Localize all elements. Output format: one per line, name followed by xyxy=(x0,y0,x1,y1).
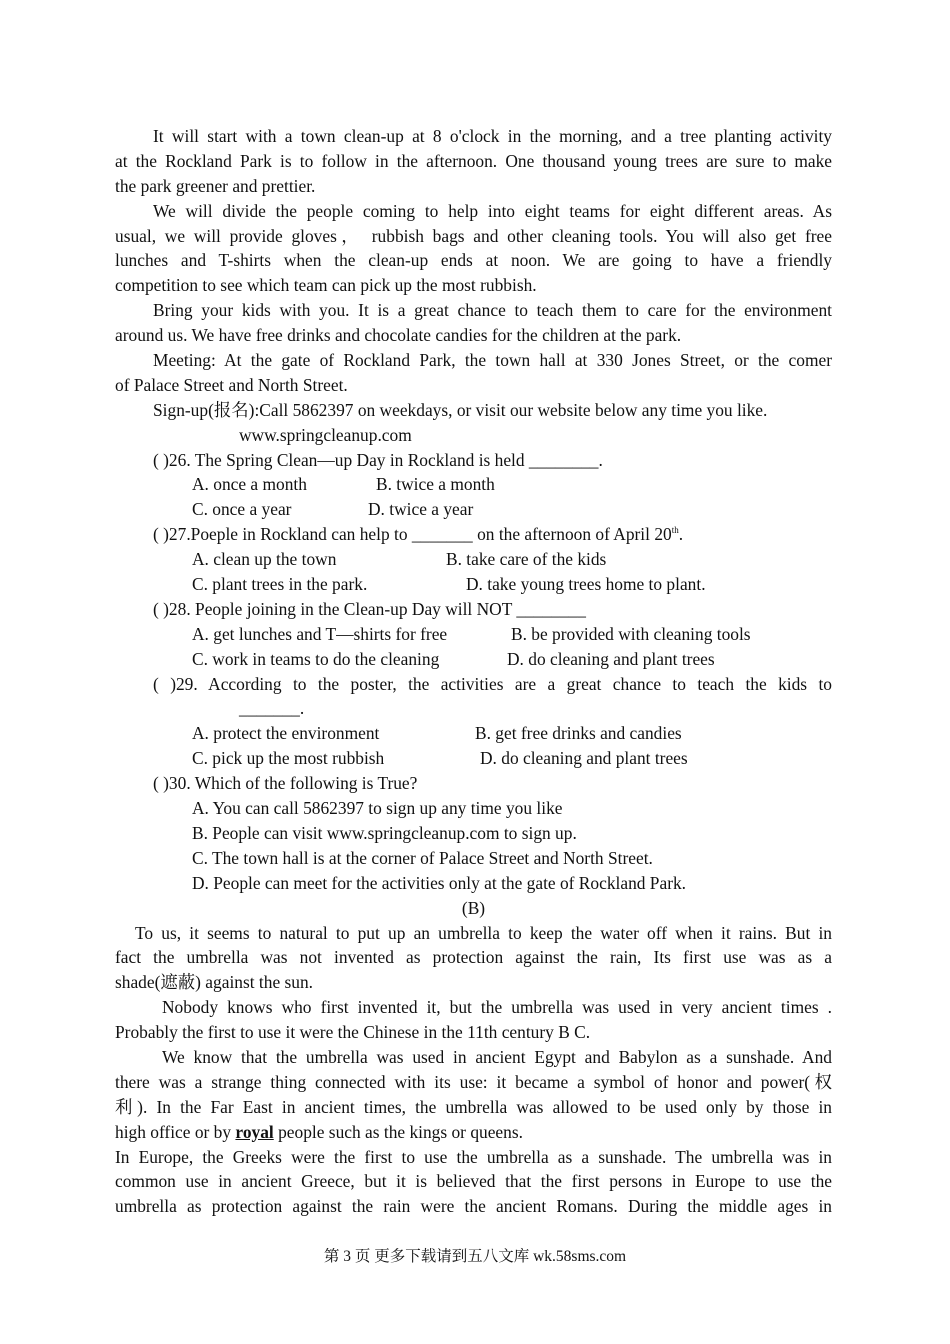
page-body xyxy=(115,124,832,1219)
passage-b-line-9-end: people such as the kings or queens. xyxy=(273,1121,523,1142)
passage-a-line-10: Meeting: At the gate of Rockland Park, the town hall at 330 Jones Street, or the comer xyxy=(153,350,832,371)
passage-b-line-1: To us, it seems to natural to put up an umbrella to keep the water off when it rains. But in xyxy=(135,922,832,943)
question-28-options-row-2 xyxy=(115,647,832,672)
passage-b-line-10: In Europe, the Greeks were the first to use the umbrella as a sunshade. The umbrella was in xyxy=(115,1146,832,1167)
option-26-a: A. once a month xyxy=(192,474,307,495)
section-b-heading: (B) xyxy=(461,897,486,918)
passage-b-line-6: We know that the umbrella was used in ancient Egypt and Babylon as a sunshade. And xyxy=(162,1046,832,1067)
question-26-options-row-1 xyxy=(115,472,832,497)
question-27-options-row-1 xyxy=(115,547,832,572)
signup-line: Sign-up(报名):Call 5862397 on weekdays, or visit our website below any time you like. xyxy=(153,399,768,420)
passage-b-line-3: shade(遮蔽) against the sun. xyxy=(115,972,314,993)
option-29-b: B. get free drinks and candies xyxy=(475,723,682,744)
option-30-a: A. You can call 5862397 to sign up any time you like xyxy=(192,798,563,819)
passage-a-line-6: lunches and T-shirts when the clean-up ends at noon. We are going to have a friendly xyxy=(115,250,832,271)
passage-b-line-9-start: high office or by xyxy=(115,1121,236,1142)
question-27-stem-sup: th xyxy=(671,525,679,536)
option-29-d: D. do cleaning and plant trees xyxy=(480,748,688,769)
question-27-options-row-2 xyxy=(115,572,832,597)
question-29-blank: _______. xyxy=(239,698,305,719)
option-28-b: B. be provided with cleaning tools xyxy=(511,623,751,644)
question-26-options-row-2 xyxy=(115,497,832,522)
passage-a-line-5: usual, we will provide gloves， rubbish bags and other cleaning tools. You will also get free xyxy=(115,225,832,246)
option-27-c: C. plant trees in the park. xyxy=(192,574,368,595)
question-29-options-row-2 xyxy=(115,746,832,771)
passage-a-line-7: competition to see which team can pick up the most rubbish. xyxy=(115,275,537,296)
option-29-c: C. pick up the most rubbish xyxy=(192,748,385,769)
passage-b-line-4: Nobody knows who first invented it, but the umbrella was used in very ancient times . xyxy=(162,997,832,1018)
option-26-c: C. once a year xyxy=(192,499,292,520)
option-28-a: A. get lunches and T—shirts for free xyxy=(192,623,448,644)
passage-b-line-2: fact the umbrella was not invented as protection against the rain, Its first use was as a xyxy=(115,947,832,968)
question-30-stem: ( )30. Which of the following is True? xyxy=(153,773,418,794)
website-url: www.springcleanup.com xyxy=(239,424,412,445)
question-28-stem: ( )28. People joining in the Clean-up Day will NOT ________ xyxy=(153,598,586,619)
option-28-d: D. do cleaning and plant trees xyxy=(507,648,715,669)
passage-b-line-11: common use in ancient Greece, but it is believed that the first persons in Europe to use the xyxy=(115,1171,832,1192)
question-29-stem: ( )29. According to the poster, the activities are a great chance to teach the kids to xyxy=(153,673,832,694)
question-29-options-row-1 xyxy=(115,721,832,746)
passage-b-line-9 xyxy=(115,1120,832,1145)
question-27-stem-end: . xyxy=(678,524,684,545)
option-30-d: D. People can meet for the activities only at the gate of Rockland Park. xyxy=(192,872,687,893)
passage-a-line-3: the park greener and prettier. xyxy=(115,175,316,196)
passage-a-line-11: of Palace Street and North Street. xyxy=(115,374,348,395)
option-27-b: B. take care of the kids xyxy=(446,549,607,570)
page-footer: 第 3 页 更多下载请到五八文库 wk.58sms.com xyxy=(323,1248,627,1265)
passage-a-line-4: We will divide the people coming to help into eight teams for eight different areas. As xyxy=(153,200,832,221)
passage-b-line-8: 利). In the Far East in ancient times, the umbrella was allowed to be used only by those in xyxy=(115,1096,832,1117)
option-30-b: B. People can visit www.springcleanup.com to sign up. xyxy=(192,822,577,843)
royal-keyword: royal xyxy=(235,1121,274,1142)
option-27-a: A. clean up the town xyxy=(192,549,337,570)
option-29-a: A. protect the environment xyxy=(192,723,380,744)
option-26-d: D. twice a year xyxy=(368,499,474,520)
passage-a-line-8: Bring your kids with you. It is a great chance to teach them to care for the environment xyxy=(153,300,832,321)
passage-b-line-5: Probably the first to use it were the Chinese in the 11th century B C. xyxy=(115,1022,591,1043)
passage-b-line-12: umbrella as protection against the rain were the ancient Romans. During the middle ages in xyxy=(115,1196,832,1217)
option-30-c: C. The town hall is at the corner of Palace Street and North Street. xyxy=(192,847,653,868)
question-27-stem-text: ( )27.Poeple in Rockland can help to _______ on the afternoon of April 20 xyxy=(153,524,672,545)
option-28-c: C. work in teams to do the cleaning xyxy=(192,648,440,669)
passage-a-line-9: around us. We have free drinks and chocolate candies for the children at the park. xyxy=(115,325,682,346)
option-27-d: D. take young trees home to plant. xyxy=(466,574,706,595)
passage-a-line-2: at the Rockland Park is to follow in the afternoon. One thousand young trees are sure to make xyxy=(115,150,832,171)
passage-a-line-1: It will start with a town clean-up at 8 o'clock in the morning, and a tree planting activity xyxy=(153,126,832,146)
question-28-options-row-1 xyxy=(115,622,832,647)
passage-b-line-7: there was a strange thing connected with its use: it became a symbol of honor and power(权 xyxy=(115,1071,832,1092)
question-27-stem xyxy=(115,522,832,547)
option-26-b: B. twice a month xyxy=(376,474,495,495)
question-26-stem: ( )26. The Spring Clean—up Day in Rockland is held ________. xyxy=(153,449,603,470)
